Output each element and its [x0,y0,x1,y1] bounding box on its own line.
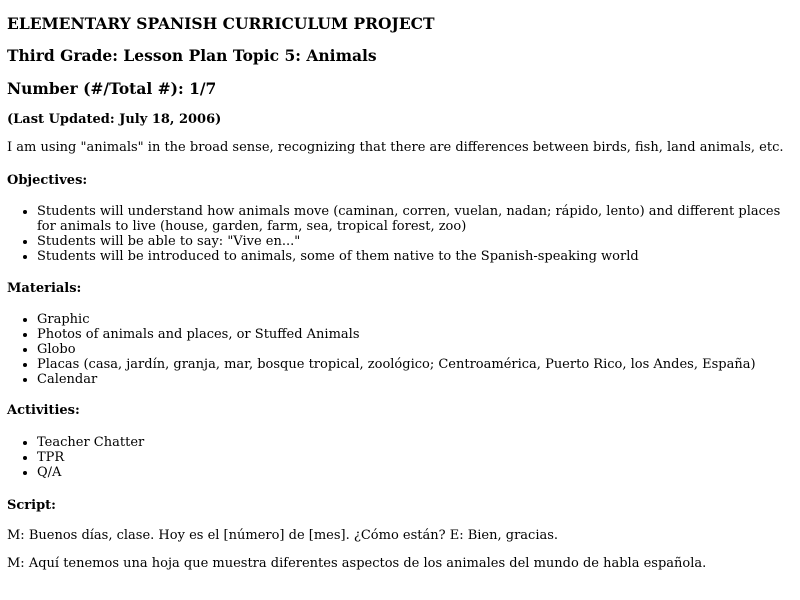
activities-heading: Activities: [7,403,80,418]
objectives-list [7,204,782,264]
list-item: • Graphic [37,312,782,327]
list-item: • Placas (casa, jardín, granja, mar, bosque tropical, zoológico; Centroamérica, Puerto Rico, los Andes, España) [37,357,782,372]
list-item: • TPR [37,450,782,465]
lesson-subtitle: Third Grade: Lesson Plan Topic 5: Animals [7,46,377,65]
objectives-heading: Objectives: [7,173,88,188]
lesson-number: Number (#/Total #): 1/7 [7,79,217,98]
list-item: • Calendar [37,372,782,387]
last-updated: (Last Updated: July 18, 2006) [7,112,222,127]
script-line: M: Aquí tenemos una hoja que muestra diferentes aspectos de los animales del mundo de habla española. [7,556,707,571]
list-item: • Photos of animals and places, or Stuffed Animals [37,327,782,342]
activities-list [7,435,782,480]
list-item: • Students will be introduced to animals, some of them native to the Spanish-speaking world [37,249,782,264]
list-item: • Students will understand how animals move (caminan, corren, vuelan, nadan; rápido, lento) and different places for animals to live (house, garden, farm, sea, tropical forest, zoo) [37,204,782,234]
script-heading: Script: [7,498,56,513]
list-item: • Q/A [37,465,782,480]
list-item: • Teacher Chatter [37,435,782,450]
intro-paragraph: I am using "animals" in the broad sense, recognizing that there are differences between birds, fish, land animals, etc. [7,140,784,155]
list-item: • Globo [37,342,782,357]
document-title: ELEMENTARY SPANISH CURRICULUM PROJECT [7,14,435,33]
script-line: M: Buenos días, clase. Hoy es el [número] de [mes]. ¿Cómo están? E: Bien, gracias. [7,528,559,543]
materials-list [7,312,782,387]
list-item: • Students will be able to say: "Vive en..." [37,234,782,249]
materials-heading: Materials: [7,281,82,296]
